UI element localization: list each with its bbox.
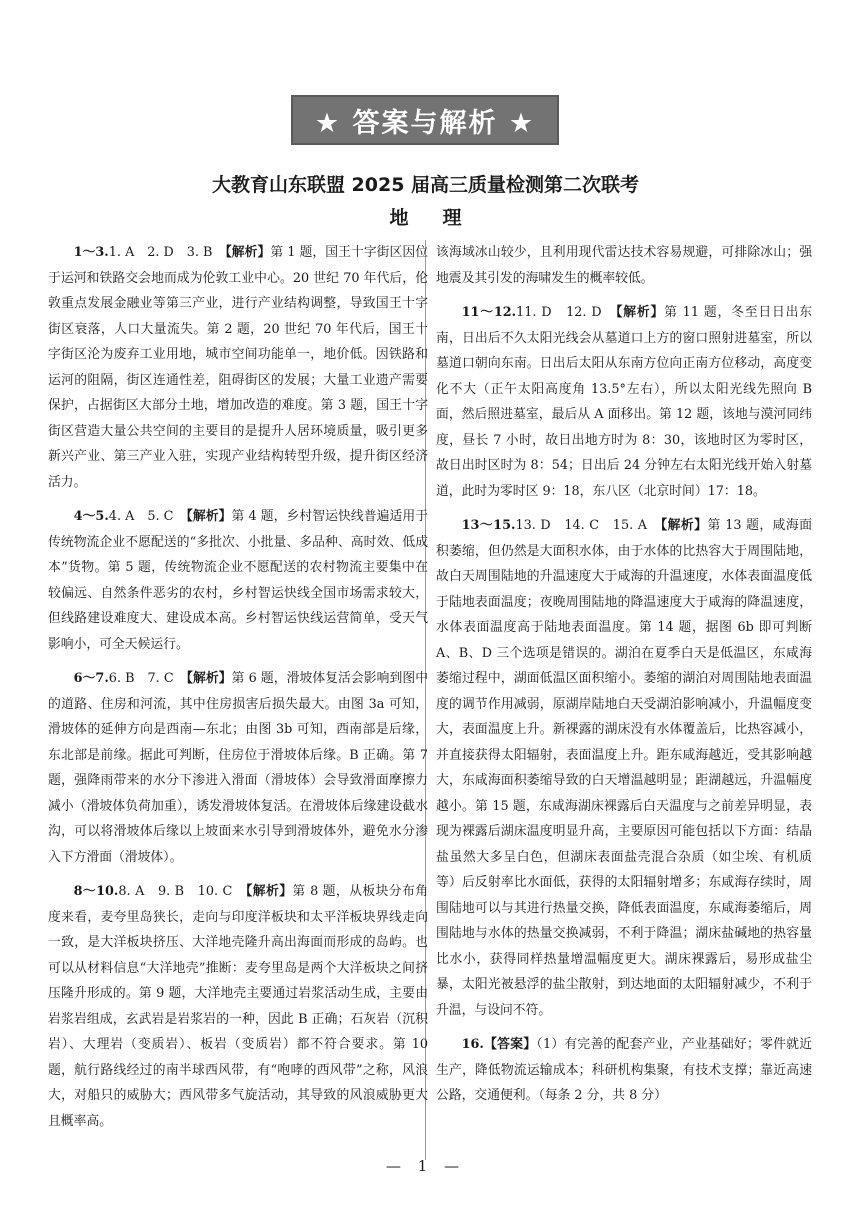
question-range: 4～5. xyxy=(73,509,109,524)
analysis-text: 第 11 题，冬至日日出东南，日出后不久太阳光线会从墓道口上方的窗口照射进墓室，所以墓道口朝向东南。日出后太阳从东南方位向正南方位移动，高度变化不大（正午太阳高度角 13.5°左右），所以太阳光线先照向 B 面，然后照进墓室，最后从 A 面移出。第 12 题，该地与漠河同纬度，昼长 7 小时，故日出地方时为 8：30，该地时区为零时区，故日出时区时为 8：54；日出后 24 分钟左右太阳光线开始入射墓道，此时为零时区 9：18，东八区（北京时间）17：18。 xyxy=(436,305,813,499)
answer-block-6-7 xyxy=(48,666,428,870)
answer-text: （1）有完善的配套产业，产业基础好；零件就近生产，降低物流运输成本；科研机构集聚，有技术支撑；靠近高速公路，交通便利。（每条 2 分，共 8 分） xyxy=(436,1037,812,1103)
analysis-tag: 【解析】 xyxy=(225,245,271,260)
analysis-text: 第 13 题，咸海面积萎缩，但仍然是大面积水体，由于水体的比热容大于周围陆地，故白天周围陆地的升温速度大于咸海的升温速度，水体表面温度低于陆地表面温度；夜晚周围陆地的降温速度大于咸海的降温速度，水体表面温度高于陆地表面温度。第 14 题，据图 6b 即可判断 A、B、D 三个选项是错误的。湖泊在夏季白天是低温区，东咸海萎缩过程中，湖面低温区面积缩小。萎缩的湖泊对周围陆地表面温度的调节作用减弱，原湖岸陆地白天受湖泊影响减小，升温幅度变大，表面温度上升。新裸露的湖床没有水体覆盖后，比热容减小，并直接获得太阳辐射，表面温度上升。距东咸海越近，受其影响越大，东咸海面积萎缩导致的白天增温越明显；距湖越远，升温幅度越小。第 15 题，东咸海湖床裸露后白天温度与之前差异明显，表现为裸露后湖床温度明显升高，主要原因可能包括以下方面：结晶盐虽然大多呈白色，但湖床表面盐壳混合杂质（如尘埃、有机质等）后反射率比水面低，获得的太阳辐射增多；东咸海存续时，周围陆地可以与其进行热量交换，降低表面温度，东咸海萎缩后，周围陆地与水体的热量交换减弱，不利于降温；湖床盐碱地的热容量比水小，获得同样热量增温幅度更大。湖床裸露后，易形成盐尘暴，太阳光被悬浮的盐尘散射，到达地面的太阳辐射减少，不利于升温，与设问不符。 xyxy=(436,518,813,1018)
analysis-tag: 【解析】 xyxy=(186,671,232,686)
analysis-tag: 【解析】 xyxy=(245,884,293,899)
answer-block-8-10-continued: 该海域冰山较少，且利用现代雷达技术容易规避，可排除冰山；强地震及其引发的海啸发生的概率较低。 xyxy=(436,245,812,286)
analysis-text: 第 6 题，滑坡体复活会影响到图中的道路、住房和河流，其中住房损害后损失最大。由图 3a 可知，滑坡体的延伸方向是西南—东北；由图 3b 可知，西南部是后缘，东北部是前缘。据此可判断，住房位于滑坡体后缘。B 正确。第 7 题，强降雨带来的水分下渗进入滑面（滑坡体）会导致滑面摩擦力减小（滑坡体负荷加重），诱发滑坡体复活。在滑坡体后缘建设截水沟，可以将滑坡体后缘以上坡面来水引导到滑坡体外，避免水分渗入下方滑面（滑坡体）。 xyxy=(48,671,429,865)
left-column xyxy=(48,240,428,1143)
analysis-tag: 【解析】 xyxy=(186,509,232,524)
page-number: — 1 — xyxy=(385,1157,466,1175)
answer-keys: 4. A 5. C xyxy=(108,509,174,524)
answer-tag: 【答案】 xyxy=(483,1037,537,1052)
question-range: 8～10. xyxy=(73,884,119,899)
analysis-tag: 【解析】 xyxy=(660,518,708,533)
answer-block-16 xyxy=(436,1032,812,1109)
answer-keys: 1. A 2. D 3. B xyxy=(108,245,213,260)
analysis-text: 第 8 题，从板块分布角度来看，麦夸里岛狭长，走向与印度洋板块和太平洋板块界线走向一致，是大洋板块挤压、大洋地壳隆升高出海面而形成的岛屿。也可以从材料信息“大洋地壳”推断：麦夸里岛是两个大洋板块之间挤压隆升形成的。第 9 题，大洋地壳主要通过岩浆活动生成，主要由岩浆岩组成，玄武岩是岩浆岩的一种，因此 B 正确；石灰岩（沉积岩）、大理岩（变质岩）、板岩（变质岩）都不符合要求。第 10 题，航行路线经过的南半球西风带，有“咆哮的西风带”之称，风浪大，对船只的威胁大；西风带多气旋活动，其导致的风浪威胁更大且概率高。 xyxy=(48,884,429,1129)
analysis-text: 第 4 题，乡村智运快线普遍适用于传统物流企业不愿配送的“多批次、小批量、多品种、高时效、低成本”货物。第 5 题，传统物流企业不愿配送的农村物流主要集中在较偏远、自然条件恶劣的农村，乡村智运快线全国市场需求较大，但线路建设难度大、建设成本高。乡村智运快线运营简单，受天气影响小，可全天候运行。 xyxy=(48,509,429,652)
answer-keys: 8. A 9. B 10. C xyxy=(118,884,233,899)
analysis-text: 第 1 题，国王十字街区因位于运河和铁路交会地而成为伦敦工业中心。20 世纪 70 年代后，伦敦重点发展金融业等第三产业，进行产业结构调整，导致国王十字街区衰落，人口大量流失。第 2 题，20 世纪 70 年代后，国王十字街区沦为废弃工业用地，城市空间功能单一，地价低。因铁路和运河的阻隔，街区连通性差，阻碍街区的发展；大量工业遗产需要保护，占据街区大部分土地，增加改造的难度。第 3 题，国王十字街区营造大量公共空间的主要目的是提升人居环境质量，吸引更多新兴产业、第三产业入驻，实现产业结构转型升级，提升街区经济活力。 xyxy=(48,245,429,490)
answer-block-11-12 xyxy=(436,300,812,504)
answer-banner: ★ 答案与解析 ★ xyxy=(291,95,559,145)
exam-title: 大教育山东联盟 2025 届高三质量检测第二次联考 xyxy=(211,174,640,196)
answer-block-8-10 xyxy=(48,879,428,1134)
question-range: 11～12. xyxy=(461,305,517,320)
analysis-tag: 【解析】 xyxy=(616,305,665,320)
question-range: 1～3. xyxy=(73,245,109,260)
question-number: 16. xyxy=(461,1037,484,1052)
question-range: 13～15. xyxy=(461,518,516,533)
answer-keys: 13. D 14. C 15. A xyxy=(515,518,647,533)
answer-keys: 11. D 12. D xyxy=(516,305,602,320)
answer-block-13-15 xyxy=(436,513,812,1023)
right-column xyxy=(436,240,812,1118)
subject-heading: 地理 xyxy=(389,207,496,229)
answer-keys: 6. B 7. C xyxy=(108,671,174,686)
answer-block-1-3 xyxy=(48,240,428,495)
question-range: 6～7. xyxy=(73,671,109,686)
answer-block-4-5 xyxy=(48,504,428,657)
